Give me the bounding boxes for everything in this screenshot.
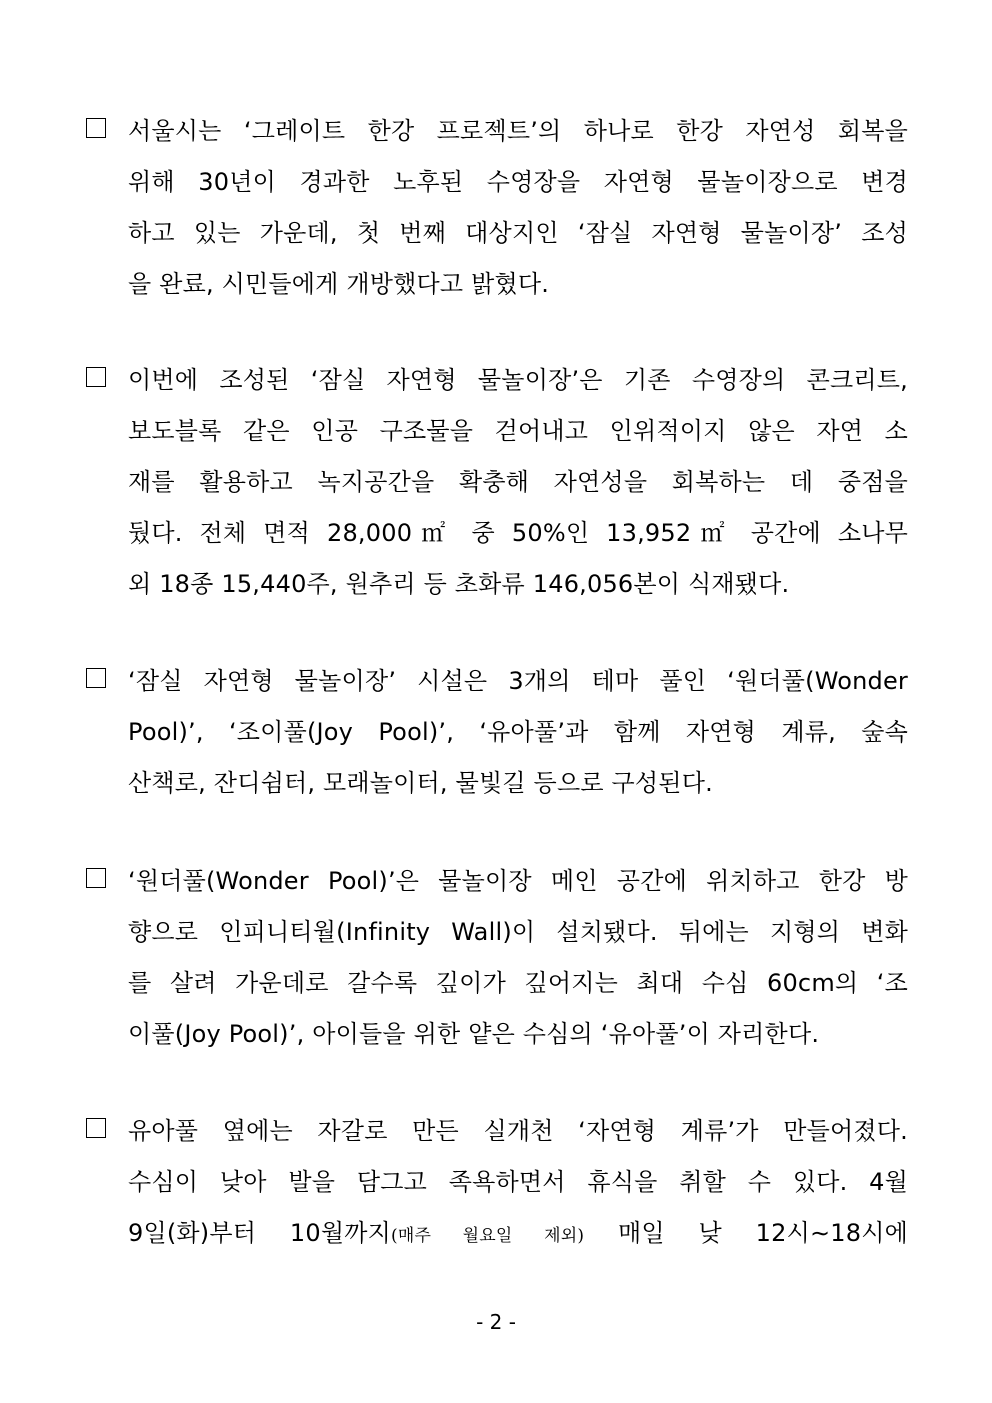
paragraph-line: 수심이 낮아 발을 담그고 족욕하면서 휴식을 취할 수 있다. 4월 — [128, 1168, 908, 1196]
paragraph-line: 이번에 조성된 ‘잠실 자연형 물놀이장’은 기존 수영장의 콘크리트, — [128, 366, 908, 394]
checkbox-bullet-icon — [86, 118, 106, 138]
checkbox-bullet-icon — [86, 367, 106, 387]
line-text: 9일(화)부터 10월까지 — [128, 1219, 392, 1247]
checkbox-bullet-icon — [86, 868, 106, 888]
paragraph-line: 외 18종 15,440주, 원추리 등 초화류 146,056본이 식재됐다. — [128, 570, 790, 598]
paragraph-2 — [86, 355, 908, 610]
paragraph-line: 위해 30년이 경과한 노후된 수영장을 자연형 물놀이장으로 변경 — [128, 168, 908, 196]
line-text: 매일 낮 12시∼18시에 — [584, 1219, 908, 1247]
paragraph-line: 이풀(Joy Pool)’, 아이들을 위한 얕은 수심의 ‘유아풀’이 자리한다. — [128, 1020, 820, 1048]
paragraph-4 — [86, 856, 908, 1060]
paragraph-3 — [86, 656, 908, 809]
paragraph-line: 서울시는 ‘그레이트 한강 프로젝트’의 하나로 한강 자연성 회복을 — [128, 117, 908, 145]
checkbox-bullet-icon — [86, 668, 106, 688]
paragraph-line: ‘원더풀(Wonder Pool)’은 물놀이장 메인 공간에 위치하고 한강 방 — [128, 867, 908, 895]
paragraph-line: 뒀다. 전체 면적 28,000㎡ 중 50%인 13,952㎡ 공간에 소나무 — [128, 519, 908, 547]
paragraph-line: Pool)’, ‘조이풀(Joy Pool)’, ‘유아풀’과 함께 자연형 계류, 숲속 — [128, 718, 908, 746]
paragraph-line: 산책로, 잔디쉼터, 모래놀이터, 물빛길 등으로 구성된다. — [128, 769, 713, 797]
paragraph-line: 재를 활용하고 녹지공간을 확충해 자연성을 회복하는 데 중점을 — [128, 468, 908, 496]
paragraph-line: 향으로 인피니티월(Infinity Wall)이 설치됐다. 뒤에는 지형의 변화 — [128, 918, 908, 946]
parenthetical-note: (매주 월요일 제외) — [391, 1226, 585, 1246]
paragraph-line: 를 살려 가운데로 갈수록 깊이가 깊어지는 최대 수심 60cm의 ‘조 — [128, 969, 908, 997]
paragraph-line: ‘잠실 자연형 물놀이장’ 시설은 3개의 테마 풀인 ‘원더풀(Wonder — [128, 667, 908, 695]
paragraph-line-mixed — [128, 1208, 908, 1259]
checkbox-bullet-icon — [86, 1118, 106, 1138]
paragraph-line: 보도블록 같은 인공 구조물을 걷어내고 인위적이지 않은 자연 소 — [128, 417, 908, 445]
paragraph-1 — [86, 106, 908, 310]
page-number: - 2 - — [476, 1310, 516, 1334]
paragraph-5 — [86, 1106, 908, 1259]
paragraph-line: 을 완료, 시민들에게 개방했다고 밝혔다. — [128, 270, 550, 298]
paragraph-line: 하고 있는 가운데, 첫 번째 대상지인 ‘잠실 자연형 물놀이장’ 조성 — [128, 219, 908, 247]
paragraph-line: 유아풀 옆에는 자갈로 만든 실개천 ‘자연형 계류’가 만들어졌다. — [128, 1117, 908, 1145]
